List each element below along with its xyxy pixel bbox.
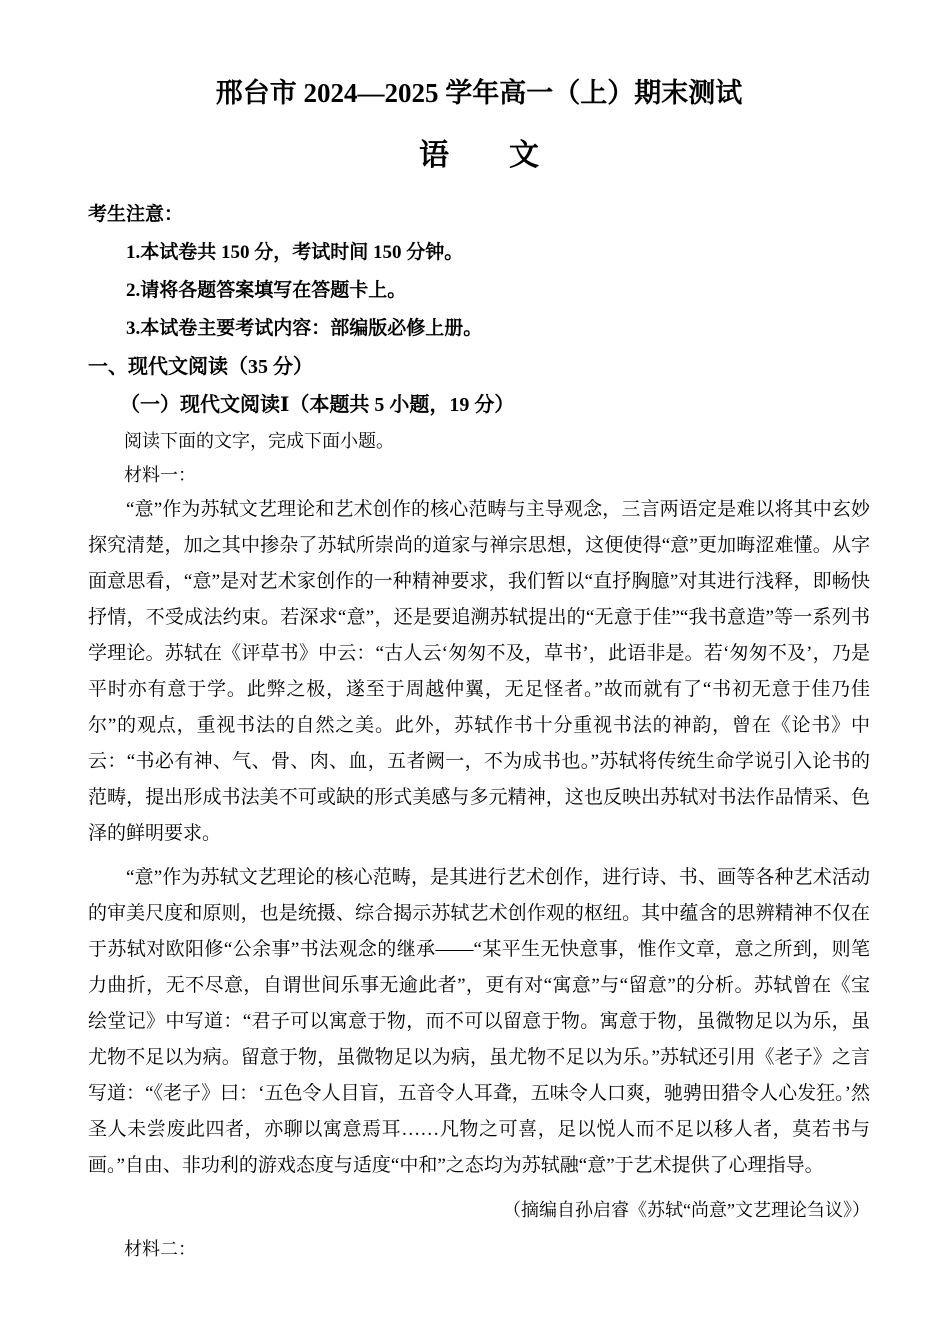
reading-instruction: 阅读下面的文字，完成下面小题。 xyxy=(124,431,394,451)
material1-attribution: （摘编自孙启睿《苏轼“尚意”文艺理论刍议》） xyxy=(503,1200,870,1220)
exam-subject: 语 文 xyxy=(419,139,539,172)
material1-label: 材料一： xyxy=(124,465,196,485)
material2-label: 材料二： xyxy=(124,1239,196,1259)
notice-item-3: 3.本试卷主要考试内容：部编版必修上册。 xyxy=(126,318,483,339)
exam-title: 邢台市 2024—2025 学年高一（上）期末测试 xyxy=(215,78,743,108)
notice-heading: 考生注意： xyxy=(88,204,184,225)
material1-paragraph-1: “意”作为苏轼文艺理论和艺术创作的核心范畴与主导观念，三言两语定是难以将其中玄妙探究清楚，加之其中掺杂了苏轼所崇尚的道家与禅宗思想，这便使得“意”更加晦涩难懂。从字面意思看，“意”是对艺术家创作的一种精神要求，我们暂以“直抒胸臆”对其进行浅释，即畅快抒情，不受成法约束。若深求“意”，还是要追溯苏轼提出的“无意于佳”“我书意造”等一系列书学理论。苏轼在《评草书》中云：“古人云‘匆匆不及，草书’，此语非是。若‘匆匆不及’，乃是平时亦有意于学。此弊之极，遂至于周越仲翼，无足怪者。”故而就有了“书初无意于佳乃佳尔”的观点，重视书法的自然之美。此外，苏轼作书十分重视书法的神韵，曾在《论书》中云：“书必有神、气、骨、肉、血，五者阙一，不为成书也。”苏轼将传统生命学说引入论书的范畴，提出形成书法美不可或缺的形式美感与多元精神，这也反映出苏轼对书法作品情采、色泽的鲜明要求。 xyxy=(88,499,870,844)
material1-paragraph-2: “意”作为苏轼文艺理论的核心范畴，是其进行艺术创作，进行诗、书、画等各种艺术活动的审美尺度和原则，也是统摄、综合揭示苏轼艺术创作观的枢纽。其中蕴含的思辨精神不仅在于苏轼对欧阳修“公余事”书法观念的继承——“某平生无快意事，惟作文章，意之所到，则笔力曲折，无不尽意，自谓世间乐事无逾此者”，更有对“寓意”与“留意”的分析。苏轼曾在《宝绘堂记》中写道：“君子可以寓意于物，而不可以留意于物。寓意于物，虽微物足以为乐，虽尤物不足以为病。留意于物，虽微物足以为病，虽尤物不足以为乐。”苏轼还引用《老子》之言写道：“《老子》曰：‘五色令人目盲，五音令人耳聋，五味令人口爽，驰骋田猎令人心发狂。’然圣人未尝废此四者，亦聊以寓意焉耳……凡物之可喜，足以悦人而不足以移人者，莫若书与画。”自由、非功利的游戏态度与适度“中和”之态均为苏轼融“意”于艺术提供了心理指导。 xyxy=(88,867,870,1176)
section-heading-modern-reading: 一、现代文阅读（35 分） xyxy=(88,356,313,378)
notice-item-2: 2.请将各题答案填写在答题卡上。 xyxy=(126,280,407,301)
notice-item-1: 1.本试卷共 150 分，考试时间 150 分钟。 xyxy=(126,242,464,263)
section-subheading-reading-1: （一）现代文阅读Ⅰ（本题共 5 小题，19 分） xyxy=(120,394,515,416)
